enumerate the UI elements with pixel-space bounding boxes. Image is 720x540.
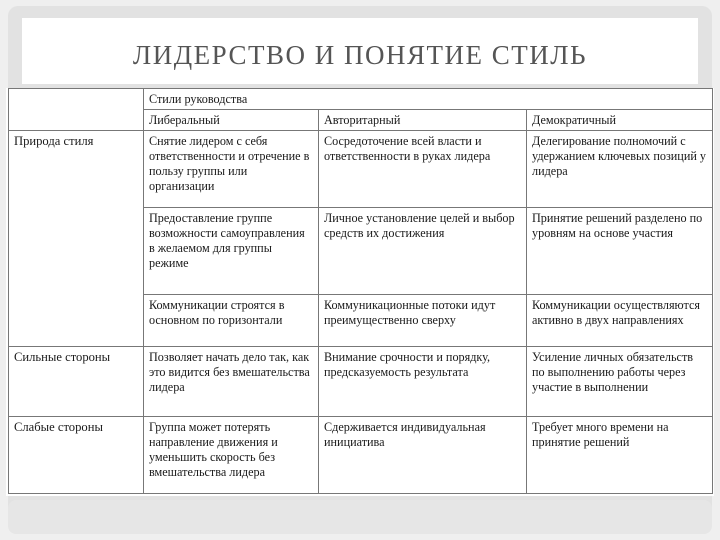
- empty-row-header-cell: [9, 295, 144, 347]
- table-cell: Сосредоточение всей власти и ответственности в руках лидера: [319, 131, 527, 208]
- column-header-liberal: Либеральный: [144, 110, 319, 131]
- bottom-bar: [8, 500, 712, 534]
- table-container: [6, 88, 714, 496]
- empty-corner-cell: [9, 89, 144, 110]
- row-header-weaknesses: Слабые стороны: [9, 417, 144, 494]
- table-cell: Усиление личных обязательств по выполнению работы через участие в выполнении: [527, 347, 713, 417]
- column-header-authoritarian: Авторитарный: [319, 110, 527, 131]
- table-cell: Коммуникации строятся в основном по горизонтали: [144, 295, 319, 347]
- title-band: [22, 18, 698, 84]
- table-cell: Предоставление группе возможности самоуправления в желаемом для группы режиме: [144, 208, 319, 295]
- table-cell: Требует много времени на принятие решений: [527, 417, 713, 494]
- column-header-democratic: Демократичный: [527, 110, 713, 131]
- table-cell: Личное установление целей и выбор средств их достижения: [319, 208, 527, 295]
- row-header-strengths: Сильные стороны: [9, 347, 144, 417]
- table-cell: Позволяет начать дело так, как это видится без вмешательства лидера: [144, 347, 319, 417]
- table-cell: Сдерживается индивидуальная инициатива: [319, 417, 527, 494]
- empty-row-header-cell: [9, 208, 144, 295]
- table-cell: Принятие решений разделено по уровням на основе участия: [527, 208, 713, 295]
- table-cell: Коммуникации осуществляются активно в двух направлениях: [527, 295, 713, 347]
- group-header-cell: Стили руководства: [144, 89, 713, 110]
- table-cell: Делегирование полномочий с удержанием ключевых позиций у лидера: [527, 131, 713, 208]
- table-cell: Снятие лидером с себя ответственности и отречение в пользу группы или организации: [144, 131, 319, 208]
- row-header-nature: Природа стиля: [9, 131, 144, 208]
- table-cell: Группа может потерять направление движения и уменьшить скорость без вмешательства лидера: [144, 417, 319, 494]
- table-cell: Коммуникационные потоки идут преимущественно сверху: [319, 295, 527, 347]
- slide-title: ЛИДЕРСТВО И ПОНЯТИЕ СТИЛЬ: [132, 40, 588, 70]
- leadership-styles-table: [8, 88, 713, 494]
- table-cell: Внимание срочности и порядку, предсказуемость результата: [319, 347, 527, 417]
- empty-corner-cell: [9, 110, 144, 131]
